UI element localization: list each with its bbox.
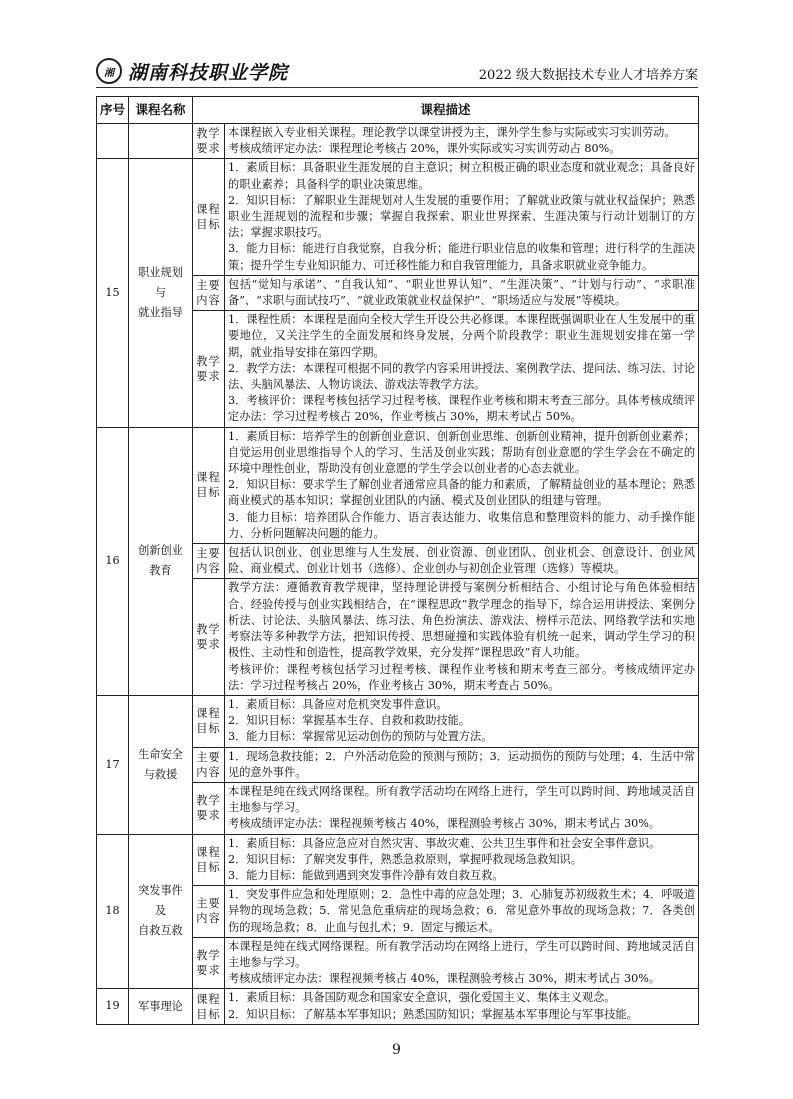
section-description <box>225 311 699 427</box>
description-line: 考核成绩评定办法：课程视频考核占 40%，课程测验考核占 30%，期末考试占 30%。 <box>228 972 661 986</box>
course-name-cell <box>129 124 193 159</box>
description-line: 2．知识目标：掌握基本生存、自救和救助技能。 <box>228 714 471 728</box>
course-name: 职业规划 与 就业指导 <box>129 159 193 427</box>
table-body <box>97 124 699 1025</box>
description-line: 1．素质目标：具备应对危机突发事件意识。 <box>228 697 448 711</box>
section-description <box>225 989 699 1024</box>
document-title: 2022 级大数据技术专业人才培养方案 <box>478 68 698 83</box>
section-description <box>225 159 699 275</box>
table-row <box>97 989 699 1024</box>
description-line: 2．知识目标：了解突发事件，熟悉急救原则，掌握呼救现场急救知识。 <box>228 852 582 866</box>
section-description <box>225 782 699 834</box>
description-line: 本课程嵌入专业相关课程。理论教学以课堂讲授为主，课外学生参与实际或实习实训劳动。 <box>228 126 676 139</box>
course-name: 军事理论 <box>129 989 193 1024</box>
description-line: 1．素质目标：具备职业生涯发展的自主意识；树立积极正确的职业态度和就业观念；具备良好的职业素养；具备科学的职业决策思维。 <box>228 161 696 191</box>
table-header-row <box>97 97 699 124</box>
description-line: 1．突发事件应急和处理原则；2．急性中毒的应急处理；3．心肺复苏初级救生术；4．呼吸道异物的现场急救；5．常见急危重病症的现场急救；6．常见意外事故的现场急救；7．各类创伤的现场急救；8．止血与包扎术；9．固定与搬运术。 <box>228 888 696 934</box>
course-name: 突发事件 及 自救互救 <box>129 834 193 989</box>
section-label: 教学 要求 <box>193 311 225 427</box>
description-line: 2．知识目标：了解基本军事知识；熟悉国防知识；掌握基本军事理论与军事技能。 <box>228 1007 638 1021</box>
section-label: 课程 目标 <box>193 159 225 275</box>
table-row <box>97 695 699 747</box>
table-row <box>97 427 699 543</box>
section-label: 教学 要求 <box>193 124 225 159</box>
table-row <box>97 159 699 275</box>
description-line: 包括认识创业、创业思维与人生发展、创业资源、创业团队、创业机会、创意设计、创业风险、商业模式、创业计划书（选修）、企业创办与初创企业管理（选修）等模块。 <box>228 546 696 576</box>
school-seal-icon: 湘 <box>96 58 122 84</box>
description-line: 1．素质目标：培养学生的创新创业意识、创新创业思维、创新创业精神，提升创新创业素养；自觉运用创业思维指导个人的学习、生活及创业实践；帮助有创业意愿的学生学会在不确定的环境中理性创业，帮助没有创业意愿的学生学会以创业者的心态去就业。 <box>228 429 696 476</box>
table-row <box>97 124 699 159</box>
description-line: 3．能力目标：掌握常见运动创伤的预防与处置方法。 <box>228 730 493 744</box>
section-description <box>225 544 699 579</box>
page-header <box>96 56 698 86</box>
description-line: 考核成绩评定办法：课程视频考核占 40%，课程测验考核占 30%，期末考试占 30%。 <box>228 817 661 831</box>
description-line: 教学方法：遵循教育教学规律，坚持理论讲授与案例分析相结合、小组讨论与角色体验相结合、经验传授与创业实践相结合，在“课程思政”教学理念的指导下，综合运用讲授法、案例分析法、讨论法、头脑风暴法、练习法、角色扮演法、游戏法、榜样示范法、网络教学法和实地考察法等多种教学方法，把知识传授、思想碰撞和实践体验有机统一起来，调动学生学习的积极性、主动性和创造性，提高教学效果，充分发挥“课程思政”育人功能。 <box>228 581 696 660</box>
section-description <box>225 834 699 886</box>
section-description <box>225 747 699 782</box>
section-label: 课程 目标 <box>193 834 225 886</box>
description-line: 1．课程性质：本课程是面向全校大学生开设公共必修课。本课程既强调职业在人生发展中的重要地位，又关注学生的全面发展和终身发展，分两个阶段教学：职业生涯规划安排在第一学期，就业指导安排在第四学期。 <box>228 313 696 359</box>
section-label: 课程 目标 <box>193 427 225 543</box>
description-line: 2．知识目标：要求学生了解创业者通常应具备的能力和素质，了解精益创业的基本理论；熟悉商业模式的基本知识；掌握创业团队的内涵、模式及创业团队的组建与管理。 <box>228 478 696 508</box>
section-description <box>225 124 699 159</box>
description-line: 3．能力目标：能做到遇到突发事件冷静有效自救互救。 <box>228 868 504 882</box>
section-label: 教学 要求 <box>193 937 225 989</box>
column-header-course-name: 课程名称 <box>129 97 193 124</box>
column-header-description: 课程描述 <box>193 97 699 124</box>
section-label: 教学 要求 <box>193 579 225 695</box>
description-line: 本课程是纯在线式网络课程。所有教学活动均在网络上进行，学生可以跨时间、跨地域灵活自主地参与学习。 <box>228 784 696 815</box>
course-number: 17 <box>97 695 129 834</box>
description-line: 3．考核评价：课程考核包括学习过程考核、课程作业考核和期末考查三部分。具体考核成绩评定办法：学习过程考核占 20%，作业考核占 30%，期末考试占 50%。 <box>228 394 696 424</box>
description-line: 3．能力目标：能进行自我觉察，自我分析；能进行职业信息的收集和管理；进行科学的生涯决策；提升学生专业知识能力、可迁移性能力和自我管理能力，具备求职就业竞争能力。 <box>228 242 696 272</box>
section-description <box>225 937 699 989</box>
course-number: 18 <box>97 834 129 989</box>
description-line: 3．能力目标：培养团队合作能力、语言表达能力、收集信息和整理资料的能力、动手操作能力、分析问题解决问题的能力。 <box>228 510 696 540</box>
course-number: 16 <box>97 427 129 695</box>
description-line: 1．素质目标：具备应急应对自然灾害、事故灾难、公共卫生事件和社会安全事件意识。 <box>228 836 661 850</box>
section-description <box>225 579 699 695</box>
header-divider <box>96 87 698 88</box>
section-label: 主要 内容 <box>193 747 225 782</box>
description-line: 考核评价：课程考核包括学习过程考核、课程作业考核和期末考查三部分。考核成绩评定办法：学习过程考核占 20%，作业考核占 30%，期末考查占 50%。 <box>228 662 696 692</box>
section-label: 课程 目标 <box>193 695 225 747</box>
description-line: 本课程是纯在线式网络课程。所有教学活动均在网络上进行，学生可以跨时间、跨地域灵活自主地参与学习。 <box>228 939 696 969</box>
description-line: 1．素质目标：具备国防观念和国家安全意识，强化爱国主义、集体主义观念。 <box>228 991 616 1005</box>
section-label: 主要 内容 <box>193 544 225 579</box>
page-number: 9 <box>392 1042 401 1058</box>
section-label: 主要 内容 <box>193 275 225 310</box>
description-line: 1．现场急救技能；2．户外活动危险的预测与预防；3．运动损伤的预防与处理；4．生活中常见的意外事件。 <box>228 749 696 779</box>
section-label: 教学 要求 <box>193 782 225 834</box>
school-logo <box>96 56 288 86</box>
description-line: 考核成绩评定办法：课程理论考核占 20%，课外实际或实习实训劳动占 80%。 <box>228 142 621 156</box>
course-name: 创新创业 教育 <box>129 427 193 695</box>
course-name: 生命安全 与救援 <box>129 695 193 834</box>
description-line: 包括“觉知与承诺”、“自我认知”、“职业世界认知”、“生涯决策”、“计划与行动”、“求职准备”、“求职与面试技巧”、“就业政策就业权益保护”、“职场适应与发展”等模块。 <box>228 277 696 308</box>
section-label: 主要 内容 <box>193 886 225 938</box>
description-line: 2．知识目标：了解职业生涯规划对人生发展的重要作用；了解就业政策与就业权益保护；熟悉职业生涯规划的流程和步骤；掌握自我探索、职业世界探索、生涯决策与行动计划制订的方法；掌握求职技巧。 <box>228 193 696 240</box>
section-description <box>225 695 699 747</box>
course-number-cell <box>97 124 129 159</box>
table-row <box>97 834 699 886</box>
school-name: 湖南科技职业学院 <box>128 61 289 84</box>
column-header-number: 序号 <box>97 97 129 124</box>
course-number: 15 <box>97 159 129 427</box>
course-number: 19 <box>97 989 129 1024</box>
section-description <box>225 275 699 310</box>
section-label: 课程 目标 <box>193 989 225 1024</box>
description-line: 2．教学方法：本课程可根据不同的教学内容采用讲授法、案例教学法、提问法、练习法、讨论法、头脑风暴法、人物访谈法、游戏法等教学方法。 <box>228 361 696 392</box>
course-table <box>96 96 699 1025</box>
section-description <box>225 886 699 938</box>
section-description <box>225 427 699 543</box>
